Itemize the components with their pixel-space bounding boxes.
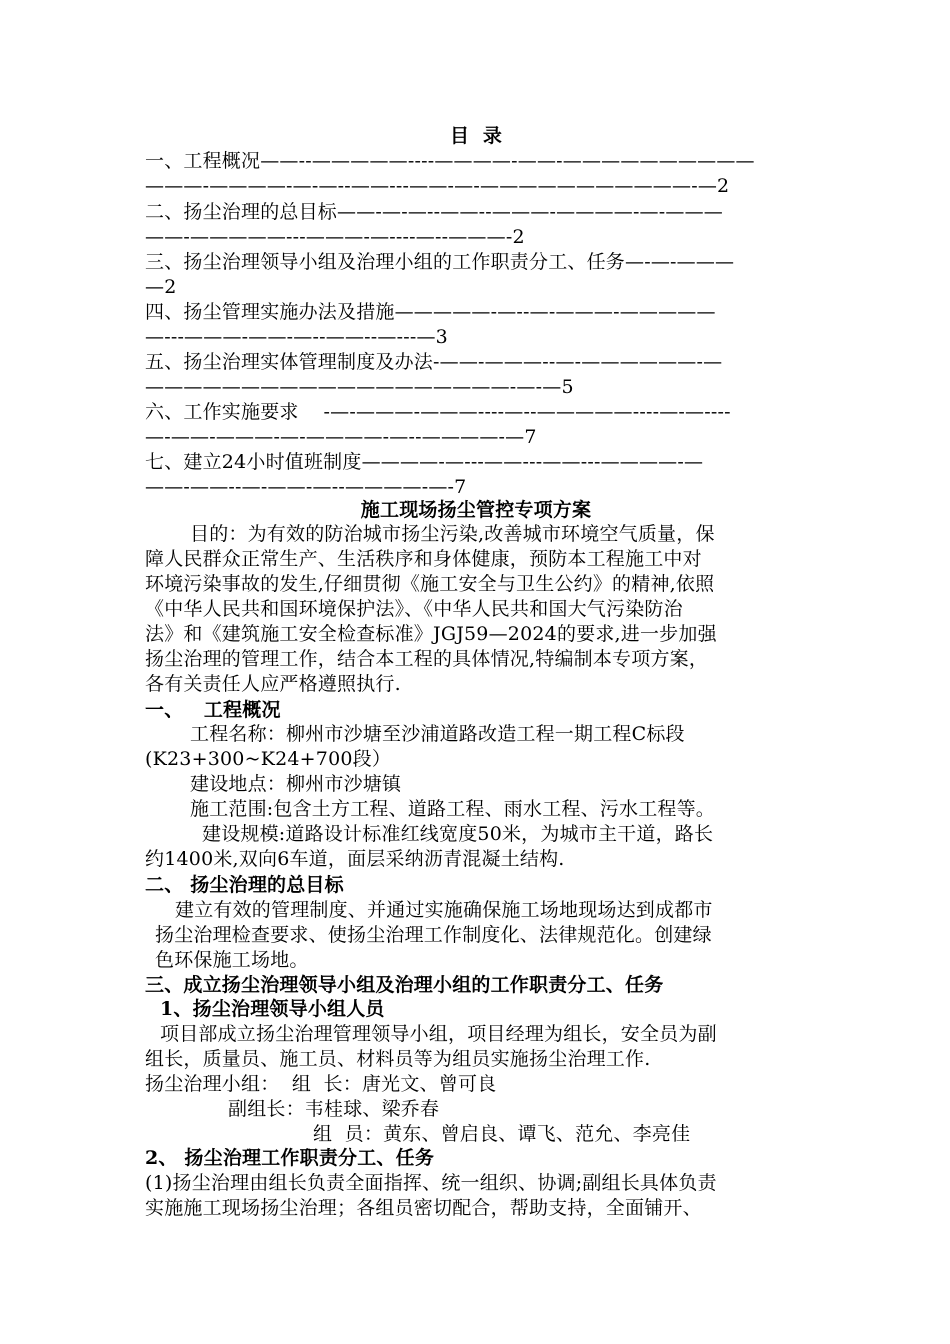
purpose-line: 障人民群众正常生产、生活秩序和身体健康，预防本工程施工中对 <box>145 548 702 570</box>
toc-entry[interactable]: 四、扬尘管理实施办法及措施—————-—--—-———-————— <box>145 301 716 323</box>
section-heading: 二、 扬尘治理的总目标 <box>145 874 344 896</box>
section-heading: 一、 工程概况 <box>145 699 281 721</box>
goal-line: 色环保施工场地。 <box>155 949 309 971</box>
purpose-line: 扬尘治理的管理工作，结合本工程的具体情况,特编制本专项方案， <box>145 648 709 670</box>
subsection-heading: 2、 扬尘治理工作职责分工、任务 <box>145 1147 435 1169</box>
toc-entry[interactable]: ——-——--—-——-—--————-—-7 <box>145 476 467 498</box>
goal-line: 扬尘治理检查要求、使扬尘治理工作制度化、法律规范化。创建绿 <box>155 924 712 946</box>
team-leader: 扬尘治理小组： 组 长：唐光文、曾可良 <box>145 1073 497 1095</box>
team-description: 组长，质量员、施工员、材料员等为组员实施扬尘治理工作. <box>145 1048 651 1070</box>
purpose-line: 《中华人民共和国环境保护法》、《中华人民共和国大气污染防治 <box>145 598 683 620</box>
team-deputy: 副组长：韦桂球、梁乔春 <box>228 1098 440 1120</box>
toc-entry[interactable]: 三、扬尘治理领导小组及治理小组的工作职责分工、任务—-—-——— <box>145 251 735 273</box>
team-members: 组 员：黄东、曾启良、谭飞、范允、李亮佳 <box>313 1123 691 1145</box>
project-scope: 施工范围:包含土方工程、道路工程、雨水工程、污水工程等。 <box>190 798 716 820</box>
toc-entry[interactable]: ——-—————---———-—----—--———-2 <box>145 226 525 248</box>
toc-entry[interactable]: ———-————-—-—--——---——-—-———————————-—2 <box>145 175 730 197</box>
toc-entry[interactable]: 七、建立24小时值班制度————-—---——---——---————-— <box>145 451 704 473</box>
project-name: 工程名称：柳州市沙塘至沙浦道路改造工程一期工程C标段 <box>190 723 685 745</box>
purpose-line: 各有关责任人应严格遵照执行. <box>145 673 401 695</box>
toc-entry[interactable]: 五、扬尘治理实体管理制度及办法-——-———--—-——————-— <box>145 351 723 373</box>
project-name: (K23+300~K24+700段） <box>145 748 392 770</box>
document-title: 施工现场扬尘管控专项方案 <box>360 499 592 521</box>
project-scale: 建设规模:道路设计标准红线宽度50米，为城市主干道，路长 <box>202 823 714 845</box>
section-heading: 三、成立扬尘治理领导小组及治理小组的工作职责分工、任务 <box>145 974 664 996</box>
toc-entry[interactable]: ———————————————————-—-—5 <box>145 376 574 398</box>
goal-line: 建立有效的管理制度、并通过实施确保施工场地现场达到成都市 <box>175 899 713 921</box>
toc-entry[interactable]: 一、工程概况——--—————----————-——-—————————— <box>145 150 755 172</box>
purpose-line: 环境污染事故的发生,仔细贯彻《施工安全与卫生公约》的精神,依照 <box>145 573 715 595</box>
toc-entry[interactable]: —---———-——-—--——--—---—3 <box>145 326 448 348</box>
toc-title: 目 录 <box>449 125 503 147</box>
project-scale: 约1400米,双向6车道，面层采纳沥青混凝土结构. <box>145 848 565 870</box>
team-description: 项目部成立扬尘治理管理领导小组，项目经理为组长，安全员为副 <box>160 1023 717 1045</box>
duty-line: (1)扬尘治理由组长负责全面指挥、统一组织、协调;副组长具体负责 <box>145 1172 717 1194</box>
toc-entry[interactable]: 二、扬尘治理的总目标——-—-—--——--———-————-—-——— <box>145 201 723 223</box>
toc-entry[interactable]: —-——-———-—-————-—--————-—7 <box>145 426 537 448</box>
toc-entry[interactable]: 六、工作实施要求 -—-———-———----—--—————----—-—---- <box>145 401 731 423</box>
purpose-line: 法》和《建筑施工安全检查标准》JGJ59—2024的要求,进一步加强 <box>145 623 717 645</box>
subsection-heading: 1、扬尘治理领导小组人员 <box>160 998 385 1020</box>
project-location: 建设地点：柳州市沙塘镇 <box>190 773 402 795</box>
purpose-line: 目的：为有效的防治城市扬尘污染,改善城市环境空气质量，保 <box>190 523 715 545</box>
duty-line: 实施施工现场扬尘治理；各组员密切配合，帮助支持，全面铺开、 <box>145 1197 702 1219</box>
toc-entry[interactable]: —2 <box>145 276 177 298</box>
